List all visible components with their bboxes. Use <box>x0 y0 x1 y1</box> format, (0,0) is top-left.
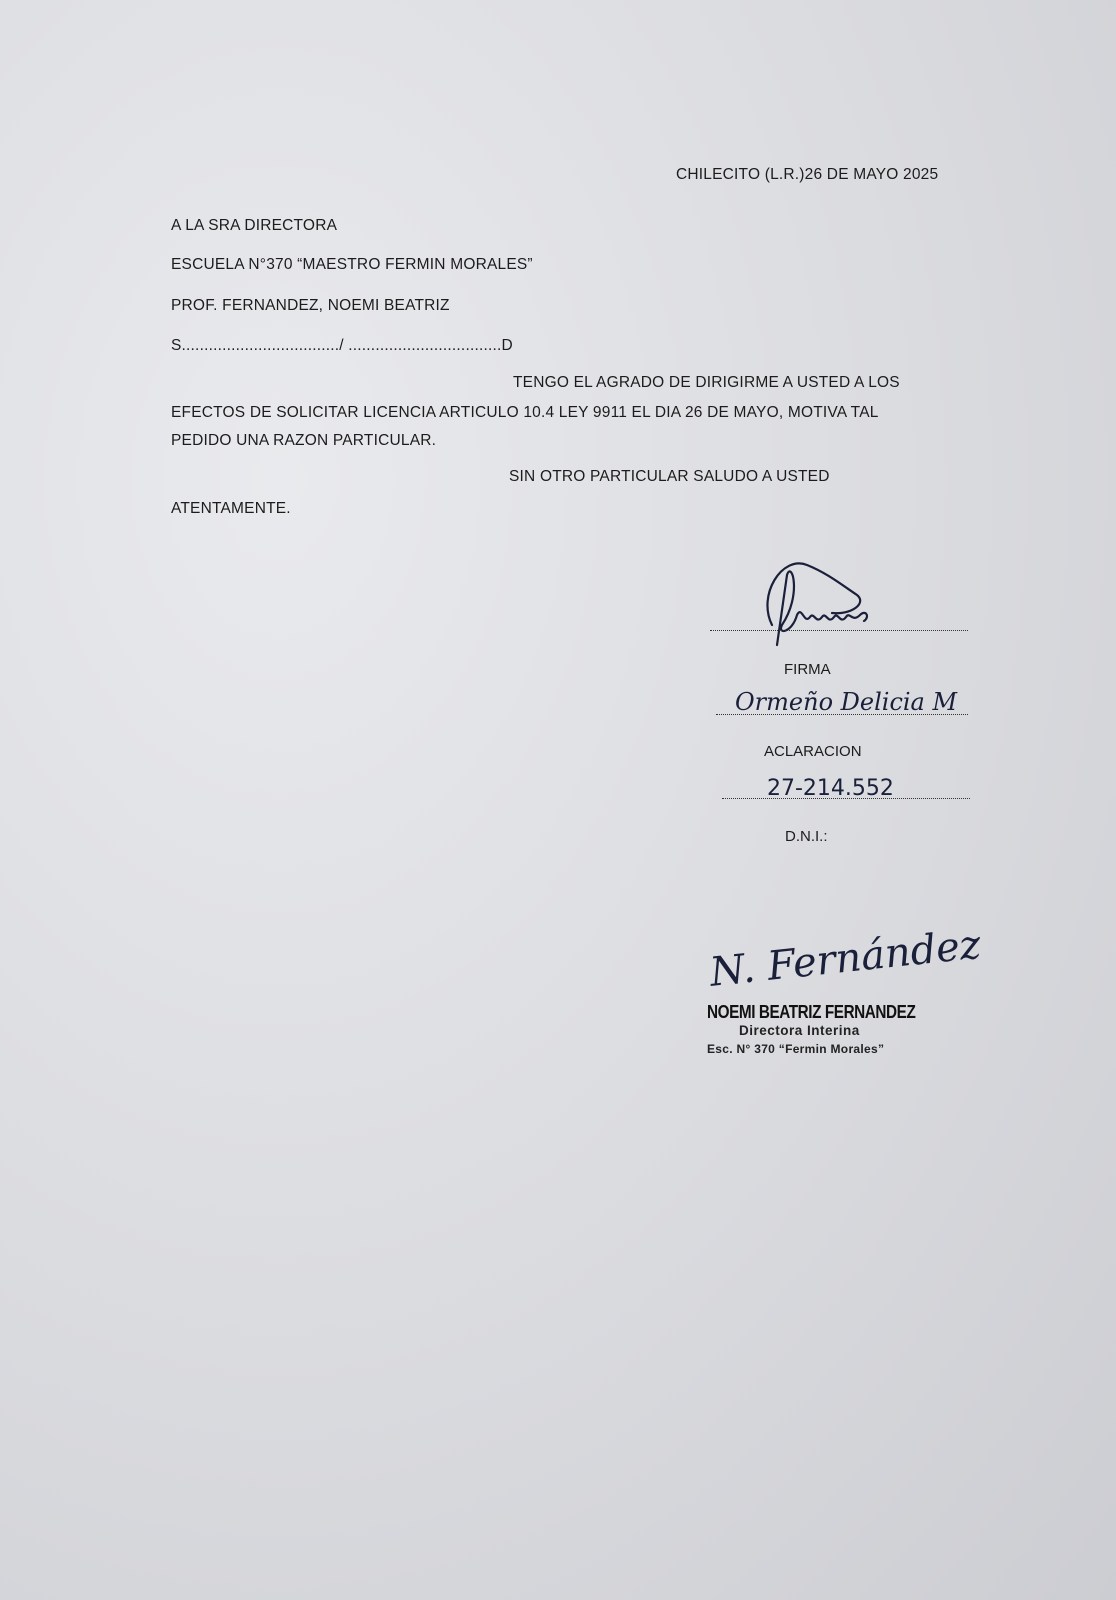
stamp-name: NOEMI BEATRIZ FERNANDEZ <box>707 1002 916 1022</box>
aclaracion-label: ACLARACION <box>764 743 862 760</box>
recipient-line-1: A LA SRA DIRECTORA <box>171 217 338 234</box>
stamp-school: Esc. N° 370 “Fermin Morales” <box>707 1042 885 1056</box>
body-line-3: PEDIDO UNA RAZON PARTICULAR. <box>171 432 437 449</box>
aclaracion-handwritten: Ormeño Delicia M <box>735 688 958 716</box>
salutation-sd: S.................................../ ..................................D <box>171 337 513 354</box>
stamp-role: Directora Interina <box>739 1023 860 1038</box>
place-date: CHILECITO (L.R.)26 DE MAYO 2025 <box>676 166 939 183</box>
dni-handwritten: 27-214.552 <box>767 776 894 801</box>
recipient-line-3: PROF. FERNANDEZ, NOEMI BEATRIZ <box>171 297 450 314</box>
dni-label: D.N.I.: <box>785 828 828 845</box>
aclaracion-line <box>716 714 968 715</box>
recipient-line-2: ESCUELA N°370 “MAESTRO FERMIN MORALES” <box>171 256 533 273</box>
body-line-1: TENGO EL AGRADO DE DIRIGIRME A USTED A LOS <box>513 374 900 391</box>
closing-line: SIN OTRO PARTICULAR SALUDO A USTED <box>509 468 830 485</box>
firma-label: FIRMA <box>784 661 831 678</box>
dni-line <box>722 798 970 799</box>
firma-line <box>710 630 968 631</box>
applicant-signature <box>752 555 902 655</box>
body-line-2: EFECTOS DE SOLICITAR LICENCIA ARTICULO 10.4 LEY 9911 EL DIA 26 DE MAYO, MOTIVA TAL <box>171 404 879 421</box>
sign-off: ATENTAMENTE. <box>171 500 291 517</box>
director-signature: N. Fernández <box>707 921 983 996</box>
